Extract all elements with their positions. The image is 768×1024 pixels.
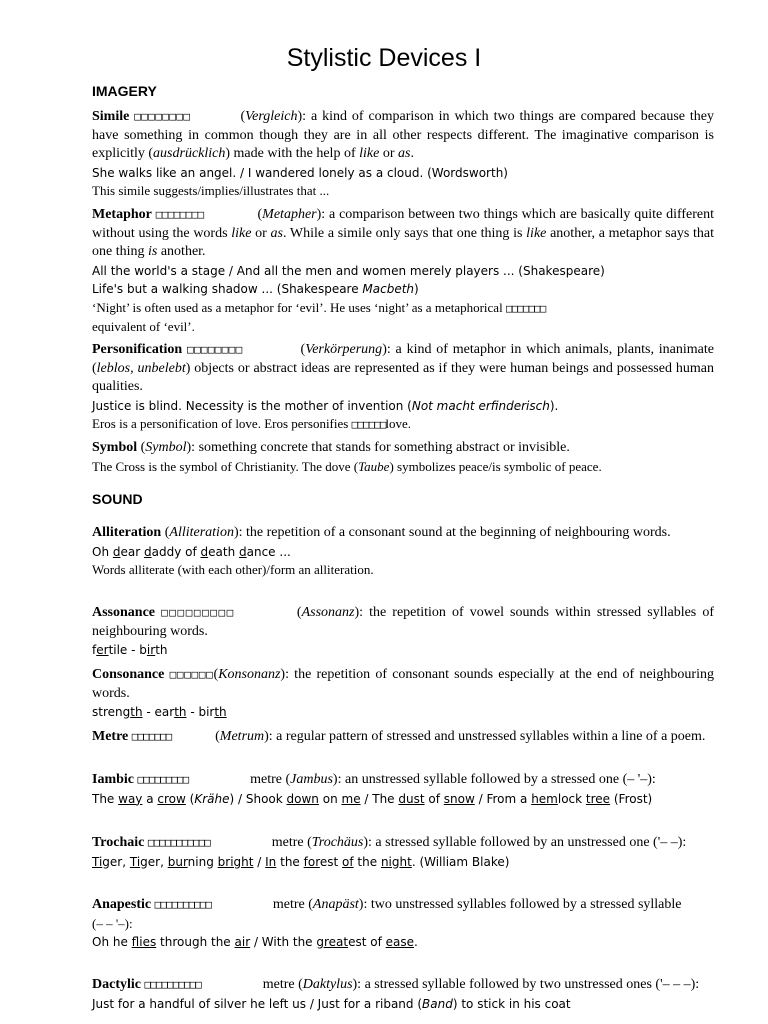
personification-example: Justice is blind. Necessity is the mother of invention (Not macht erfinderisch).	[92, 398, 559, 413]
entry-personification	[92, 341, 714, 435]
symbol-term: Symbol	[92, 440, 138, 455]
simile-term: Simile	[92, 109, 130, 124]
consonance-glyph-boxes: □□□□□□	[169, 668, 214, 681]
alliteration-definition: Alliteration (Alliteration): the repetition of a consonant sound at the beginning of neighbouring words.	[92, 525, 671, 540]
symbol-note: The Cross is the symbol of Christianity. The dove (Taube) symbolizes peace/is symbolic of peace.	[92, 458, 602, 474]
entry-iambic	[92, 771, 714, 808]
metaphor-german: Metapher	[262, 207, 317, 222]
iambic-glyph-boxes: □□□□□□□□□	[137, 773, 189, 786]
symbol-definition: Symbol (Symbol): something concrete that stands for something abstract or invisible.	[92, 440, 570, 455]
entry-assonance	[92, 604, 714, 660]
anapestic-german: Anapäst	[312, 897, 359, 912]
trochaic-example: Tiger, Tiger, burning bright / In the forest of the night. (William Blake)	[92, 854, 510, 869]
trochaic-german: Trochäus	[311, 835, 364, 850]
alliteration-example: Oh dear daddy of death dance ...	[92, 544, 291, 559]
alliteration-german: Alliteration	[169, 525, 234, 540]
anapestic-example: Oh he flies through the air / With the greatest of ease.	[92, 935, 418, 949]
iambic-definition: Iambic □□□□□□□□□ metre (Jambus): an unstressed syllable followed by a stressed one (– '–):	[92, 772, 656, 787]
entry-metre	[92, 728, 714, 747]
simile-definition: Simile □□□□□□□□ (Vergleich): a kind of comparison in which two things are compared because they have something in common though they are in all other respects different. The imaginative comparison is explicitly (ausdrücklich) made with the help of like or as.	[92, 109, 715, 161]
iambic-term: Iambic	[92, 772, 134, 787]
metre-term: Metre	[92, 729, 129, 744]
consonance-german: Konsonanz	[218, 667, 281, 682]
personification-definition: Personification □□□□□□□□ (Verkörperung): a kind of metaphor in which animals, plants, inanimate (leblos, unbelebt) objects or abstract ideas are represented as if they were human beings and possessed human qualities.	[92, 342, 714, 394]
iambic-german: Jambus	[290, 772, 333, 787]
metre-glyph-boxes: □□□□□□□	[131, 730, 172, 743]
trochaic-definition: Trochaic □□□□□□□□□□□ metre (Trochäus): a stressed syllable followed by an unstressed one ('– –):	[92, 835, 687, 850]
trochaic-term: Trochaic	[92, 835, 145, 850]
entry-symbol	[92, 439, 714, 476]
personification-term: Personification	[92, 342, 183, 357]
consonance-example: strength - earth - birth	[92, 705, 227, 719]
section-heading-sound: SOUND	[92, 491, 143, 507]
personifies-glyph-boxes: □□□□□□	[351, 418, 386, 431]
metaphor-glyph-boxes: □□□□□□□□	[155, 208, 204, 221]
anapestic-glyph-boxes: □□□□□□□□□□	[154, 898, 211, 911]
assonance-term: Assonance	[92, 605, 156, 620]
anapestic-definition: Anapestic □□□□□□□□□□ metre (Anapäst): two unstressed syllables followed by a stressed syllable	[92, 897, 682, 912]
metre-definition: Metre □□□□□□□ (Metrum): a regular pattern of stressed and unstressed syllables within a line of a poem.	[92, 729, 706, 744]
entry-metaphor	[92, 206, 714, 337]
metaphor-note: ‘Night’ is often used as a metaphor for ‘evil’. He uses ‘night’ as a metaphorical □□□□□□□ equivalent of ‘evil’.	[92, 299, 546, 334]
simile-glyph-boxes: □□□□□□□□	[134, 110, 191, 123]
entry-anapestic	[92, 896, 714, 952]
simile-example: She walks like an angel. / I wandered lonely as a cloud. (Wordsworth)	[92, 165, 508, 180]
alliteration-term: Alliteration	[92, 525, 162, 540]
alliteration-note: Words alliterate (with each other)/form an alliteration.	[92, 562, 374, 577]
entry-consonance	[92, 666, 714, 722]
dactylic-german: Daktylus	[302, 977, 353, 992]
consonance-definition: Consonance □□□□□□(Konsonanz): the repetition of consonant sounds especially at the end of neighbouring words.	[92, 667, 714, 701]
dactylic-term: Dactylic	[92, 977, 141, 992]
metaphor-definition: Metaphor □□□□□□□□ (Metapher): a comparison between two things which are basically quite different without using the words like or as. While a simile only says that one thing is like another, a metaphor says that one thing is another.	[92, 207, 715, 259]
entry-dactylic	[92, 976, 714, 1013]
simile-german: Vergleich	[245, 109, 298, 124]
personification-german: Verkörperung	[305, 342, 383, 357]
personification-note: Eros is a personification of love. Eros personifies □□□□□□love.	[92, 416, 411, 431]
assonance-glyph-boxes: □□□□□□□□□	[161, 606, 235, 619]
dactylic-definition: Dactylic □□□□□□□□□□ metre (Daktylus): a stressed syllable followed by two unstressed ones ('– – –):	[92, 977, 700, 992]
anapestic-term: Anapestic	[92, 897, 152, 912]
dactylic-example: Just for a handful of silver he left us / Just for a riband (Band) to stick in his coat	[92, 996, 571, 1011]
assonance-example: fertile - birth	[92, 643, 168, 657]
symbol-german: Symbol	[145, 440, 187, 455]
metaphor-term: Metaphor	[92, 207, 152, 222]
metaphor-example-1: All the world's a stage / And all the men and women merely players ... (Shakespeare)	[92, 263, 605, 278]
iambic-example: The way a crow (Krähe) / Shook down on me / The dust of snow / From a hemlock tree (Frost)	[92, 791, 653, 806]
personification-glyph-boxes: □□□□□□□□	[187, 343, 243, 356]
assonance-german: Assonanz	[301, 605, 355, 620]
page-title: Stylistic Devices I	[286, 44, 482, 72]
metaphorical-glyph-boxes: □□□□□□□	[505, 301, 546, 315]
metre-german: Metrum	[219, 729, 265, 744]
dactylic-glyph-boxes: □□□□□□□□□□	[144, 978, 201, 991]
anapestic-pattern: (– – '–):	[92, 915, 133, 931]
section-heading-imagery: IMAGERY	[92, 83, 157, 99]
simile-note: This simile suggests/implies/illustrates that ...	[92, 183, 330, 198]
entry-alliteration	[92, 524, 714, 580]
assonance-definition: Assonance □□□□□□□□□ (Assonanz): the repetition of vowel sounds within stressed syllables of neighbouring words.	[92, 605, 714, 639]
trochaic-glyph-boxes: □□□□□□□□□□□	[147, 836, 210, 849]
entry-simile	[92, 108, 714, 201]
metaphor-example-2: Life's but a walking shadow ... (Shakespeare Macbeth)	[92, 282, 419, 296]
entry-trochaic	[92, 834, 714, 871]
consonance-term: Consonance	[92, 667, 165, 682]
